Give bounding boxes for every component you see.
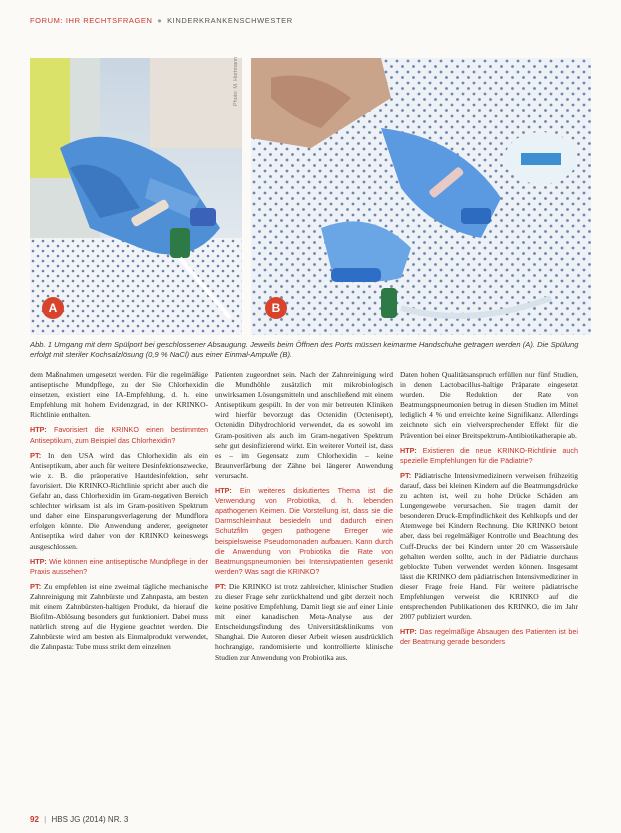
body-paragraph <box>30 370 208 420</box>
running-header <box>30 16 550 25</box>
paragraph-text: Ein weiteres diskutiertes Thema ist die Verwendung von Probiotika, d. h. lebenden apathogenen Keimen. Die Vorstellung ist, dass sie die Darmschleimhaut besiedeln und dadurch einen Schutzfilm gegen pathogene Erreger wie beispielsweise Pseudomonaden aufbauen. Kann durch die Anwendung von Probiotika die Rate von Beatmungspneumonien bei Intensivpatienten gesenkt werden? Was sagt die KRINKO? <box>215 486 393 576</box>
photo-credit: Photo: M. Hortmann <box>233 56 239 106</box>
paragraph-text: dem Maßnahmen umgesetzt werden. Für die regelmäßige antiseptische Mundpflege, zu der Sie Chlorhexidin einsetzen, existiert eine IA-Empfehlung, d. h. eine Empfehlung mit hohem Evidenzgrad, in der KRINKO-Richtlinie enthalten. <box>30 370 208 420</box>
photo-b-image <box>251 58 591 335</box>
photo-a-badge: A <box>42 297 64 319</box>
question-paragraph <box>400 627 578 647</box>
photo-a <box>30 58 242 335</box>
question-paragraph <box>215 486 393 577</box>
body-paragraph <box>215 370 393 481</box>
paragraph-text: Daten hohen Qualitätsanspruch erfüllen nur fünf Studien, in denen Lactobacillus-haltige Präparate eingesetzt wurden. Die Reduktion der Rate von Beatmungspneumonien betrug in diesen Studien im Mittel lediglich 4 % und erreichte keine Signifikanz. Allerdings zeichnete sich ein vielversprechender Effekt für die Prävention bei einer Breitspektrum-Antibiotikatherapie ab. <box>400 370 578 440</box>
speaker-label: HTP: <box>400 627 417 637</box>
body-paragraph <box>400 370 578 441</box>
paragraph-text: Die KRINKO ist trotz zahlreicher, klinischer Studien zu dieser Frage sehr zurückhaltend und gibt derzeit noch keine positive Empfehlung. Damit liegt sie auf einer Linie mit einer kanadischen Meta-Analyse aus der Entscheidungsfindung des Universitätsklinikums von Shanghai. Die Autoren dieser Arbeit wiesen ausdrücklich hochrangige, randomisierte und kontrollierte klinische Studien zur Anwendung von Probiotika aus. <box>215 581 393 662</box>
speaker-label: HTP: <box>400 445 417 455</box>
footer-separator: | <box>44 815 47 824</box>
question-paragraph <box>400 446 578 466</box>
paragraph-text: Das regelmäßige Absaugen des Patienten ist bei der Beatmung gerade besonders <box>400 627 578 647</box>
question-paragraph <box>30 557 208 577</box>
answer-paragraph <box>30 451 208 552</box>
speaker-label: PT: <box>215 581 227 591</box>
page-footer <box>30 815 128 824</box>
paragraph-text: Zu empfehlen ist eine zweimal tägliche mechanische Zahnreinigung mit Zahnbürste und Zahnpasta, am besten mit einem Zahnbürsten-haltigen Produkt, da hierauf die Biofilm-Ablösung besonders gut funktioniert. Dabei muss natürlich streng auf die Hygiene geachtet werden. Die Zahnbürste wird am besten als Einmalprodukt verwendet, die Zahnpasta: Tube muss strikt dem einzelnen <box>30 581 208 652</box>
text-column-1 <box>30 370 208 657</box>
answer-paragraph <box>215 582 393 663</box>
header-section: FORUM: IHR RECHTSFRAGEN <box>30 16 153 25</box>
speaker-label: HTP: <box>30 556 47 566</box>
speaker-label: HTP: <box>215 486 232 496</box>
question-paragraph <box>30 425 208 445</box>
paragraph-text: Wie können eine antiseptische Mundpflege in der Praxis aussehen? <box>30 556 208 576</box>
header-separator: ● <box>157 16 163 25</box>
text-column-2 <box>215 370 393 668</box>
photo-a-image <box>30 58 242 335</box>
paragraph-text: Pädiatrische Intensivmedizinern verweisen frühzeitig darauf, dass bei kleinen Kindern auf die Beatmungsdrücke zu achten ist, weil zu hohe Drücke Schäden am Lungengewebe verursachen. Sie tragen damit der besonderen Druck-Empfindlichkeit des Kehlkopfs und der Atemwege bei Kindern Rechnung. Die KRINKO betont aber, dass bei regelmäßiger Kontrolle und Beachtung des Cuff-Drucks der bei Kindern unter 20 cm Wassersäule gehalten werden sollte, auch in der Pädiatrie durchaus geblockte Tuben verwendet werden können. Insgesamt lässt die KRINKO dem pädiatrischen Intensivmediziner in dieser Frage freie Hand. Für weitere pädiatrische Empfehlungen verweist die KRINKO auf die entsprechenden Publikationen des KRINKO, die im Jahr 2007 publiziert wurden. <box>400 470 578 622</box>
speaker-label: PT: <box>30 450 42 460</box>
paragraph-text: Favorisiert die KRINKO einen bestimmten Antiseptikum, zum Beispiel das Chlorhexidin? <box>30 425 208 445</box>
speaker-label: HTP: <box>30 425 47 435</box>
photo-b <box>251 58 591 335</box>
header-subsection: KINDERKRANKENSCHWESTER <box>167 16 293 25</box>
paragraph-text: Existieren die neue KRINKO-Richtlinie auch spezielle Empfehlungen für die Pädiatrie? <box>400 445 578 465</box>
photo-b-badge: B <box>265 297 287 319</box>
speaker-label: PT: <box>400 470 412 480</box>
speaker-label: PT: <box>30 581 42 591</box>
figure-caption: Abb. 1 Umgang mit dem Spülport bei geschlossener Absaugung. Jeweils beim Öffnen des Ports müssen keimarme Handschuhe getragen werden (A). Die Spülung erfolgt mit steriler Kochsalzlösung (0,9 % NaCl) aus einer Einmal-Ampulle (B). <box>30 340 579 359</box>
text-column-3 <box>400 370 578 652</box>
paragraph-text: In den USA wird das Chlorhexidin als ein Antiseptikum, aber auch für weitere Desinfektionszwecke, wie z. B. die präoperative Hautdesinfektion, sehr favorisiert. Die KRINKO-Richtlinie spricht aber auch die Gefahr an, dass Chlorhexidin im Gram-negativen Bereich schlechter wirksam ist als im Gram-positiven Spektrum und daher eine Einsparungsverlagerung der Mundflora erfolgen könnte. Die Anwendung anderer, geeigneter Antiseptika wird daher von der KRINKO keineswegs ausgeschlossen. <box>30 450 208 551</box>
answer-paragraph <box>400 471 578 622</box>
paragraph-text: Patienten zugeordnet sein. Nach der Zahnreinigung wird die Mundhöhle zusätzlich mit mikrobiologisch unwirksamen Lösungsmitteln und anschließend mit einem Antiseptikum gespült. In der von mir betreuten Kliniken wird hierfür bevorzugt das Octenidin (Octenisept), Octenidin Dihydrochlorid verwendet, da es sowohl im Gram-positiven als auch im Gram-negativen Spektrum sehr gut desinfizierend wirkt. Ein weiterer Vorteil ist, dass es – im Gegensatz zum Chlorhexidin – keine Braunverfärbung der Zähne bei längerer Anwendung verursacht. <box>215 370 393 480</box>
answer-paragraph <box>30 582 208 653</box>
issue-reference: HBS JG (2014) NR. 3 <box>51 815 129 824</box>
page-number: 92 <box>30 815 39 824</box>
